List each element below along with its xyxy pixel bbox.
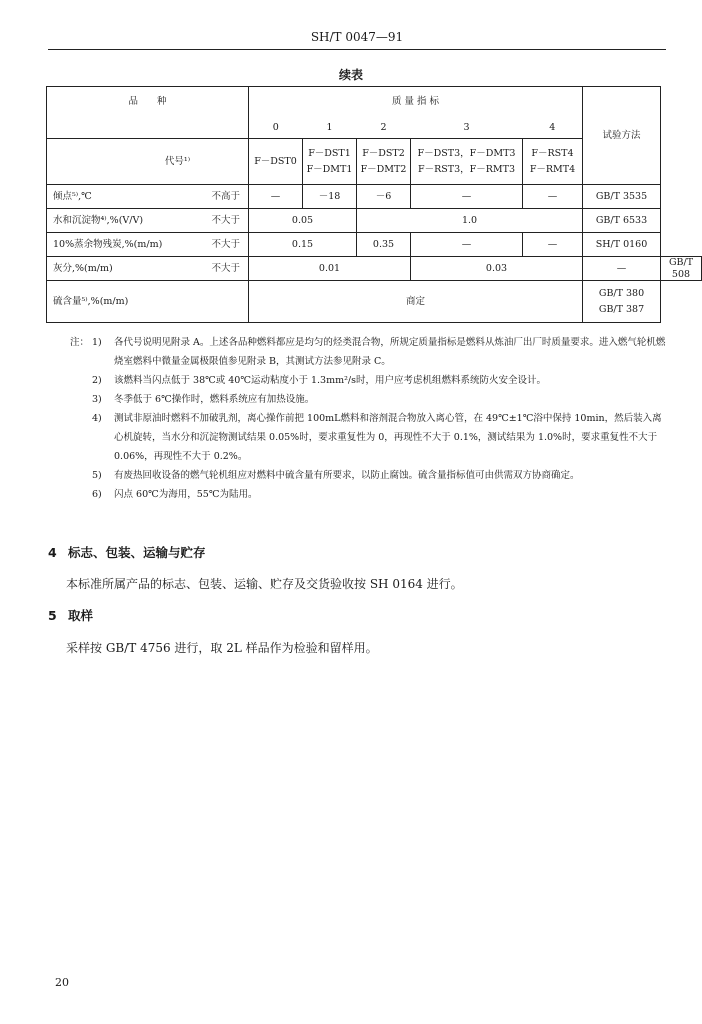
section-5-heading: 5 取样 [48,608,94,623]
code-grade-2 [357,139,411,185]
grade-1: 1 [326,121,333,133]
grade-4: 4 [523,117,583,139]
header-rule [48,49,666,50]
grade-2: 2 [380,121,387,133]
test-method-label: 试验方法 [583,87,661,185]
note-item: 4) 测试非原油时燃料不加破乳剂，离心操作前把 100mL燃料和溶剂混合物放入离心管，在 49℃±1℃浴中保持 10min，然后装入离心机旋转，当水分和沉淀物测试结果 0.05%时，要求重复性为 0，再现性不大于 0.1%，测试结果为 1.0%时，要求重复性不大于 0.06%，再现性不大于 0.2%。 [92,413,662,462]
table-row: 硫含量⁵⁾,%(m/m) 商定 GB/T 380 GB/T 387 [47,281,702,323]
note-item: 3) 冬季低于 6℃操作时，燃料系统应有加热设施。 [92,394,315,405]
quality-index-label: 质 量 指 标 [249,87,583,117]
table-row: 水和沉淀物⁴⁾,%(V/V) 不大于 0.05 1.0 GB/T 6533 [47,209,702,233]
code-dst3-dmt3: F－DST3，F－DMT3 [417,148,516,160]
note-item: 注： 1) 各代号说明见附录 A。上述各品种燃料都应是均匀的烃类混合物，所规定质量指标是燃料从炼油厂出厂时质量要求。进入燃气轮机燃烧室燃料中微量金属极限值参见附录 B，其测试方法参见附录 C。 [70,333,670,371]
code-grade-4 [523,139,583,185]
table-row: 灰分,%(m/m) 不大于 0.01 0.03 — GB/T 508 [47,257,702,281]
section-4-heading: 4 标志、包装、运输与贮存 [48,545,206,560]
code-rmt4: F－RMT4 [529,163,576,175]
note-item: 6) 闪点 60℃为海用，55℃为陆用。 [92,489,258,500]
page-number: 20 [55,976,69,989]
table-row: 10%蒸余物残炭,%(m/m) 不大于 0.15 0.35 — — SH/T 0160 [47,233,702,257]
note-item: 2) 该燃料当闪点低于 38℃或 40℃运动粘度小于 1.3mm²/s时，用户应考虑机组燃料系统防火安全设计。 [92,375,547,386]
code-grade-3 [411,139,523,185]
grade-3: 3 [463,121,470,133]
grade-0: 0 [249,117,303,139]
code-dst2: F－DST2 [362,148,405,160]
section-4-body: 本标准所属产品的标志、包装、运输、贮存及交货验收按 SH 0164 进行。 [66,577,463,591]
code-rst3-rmt3: F－RST3，F－RMT3 [418,163,515,175]
code-dst1: F－DST1 [308,148,351,160]
code-rst4: F－RST4 [531,148,574,160]
code-grade-1 [303,139,357,185]
notes-prefix: 注： [70,337,90,348]
table-notes [70,333,670,504]
variety-label: 品 种 [47,87,249,117]
table-continued-title: 续表 [338,68,363,82]
note-item: 5) 有废热回收设备的燃气轮机组应对燃料中硫含量有所要求，以防止腐蚀。硫含量指标值可由供需双方协商确定。 [92,470,580,481]
table-row: 倾点⁵⁾,℃ 不高于 — －18 －6 — — GB/T 3535 [47,185,702,209]
code-grade-0: F－DST0 [249,139,303,185]
section-5-body: 采样按 GB/T 4756 进行，取 2L 样品作为检验和留样用。 [66,641,378,655]
quality-index-table [46,86,702,323]
code-dmt2: F－DMT2 [360,163,407,175]
code-dmt1: F－DMT1 [306,163,353,175]
document-code-header: SH/T 0047—91 [310,30,404,44]
code-label: 代号¹⁾ [47,139,249,185]
